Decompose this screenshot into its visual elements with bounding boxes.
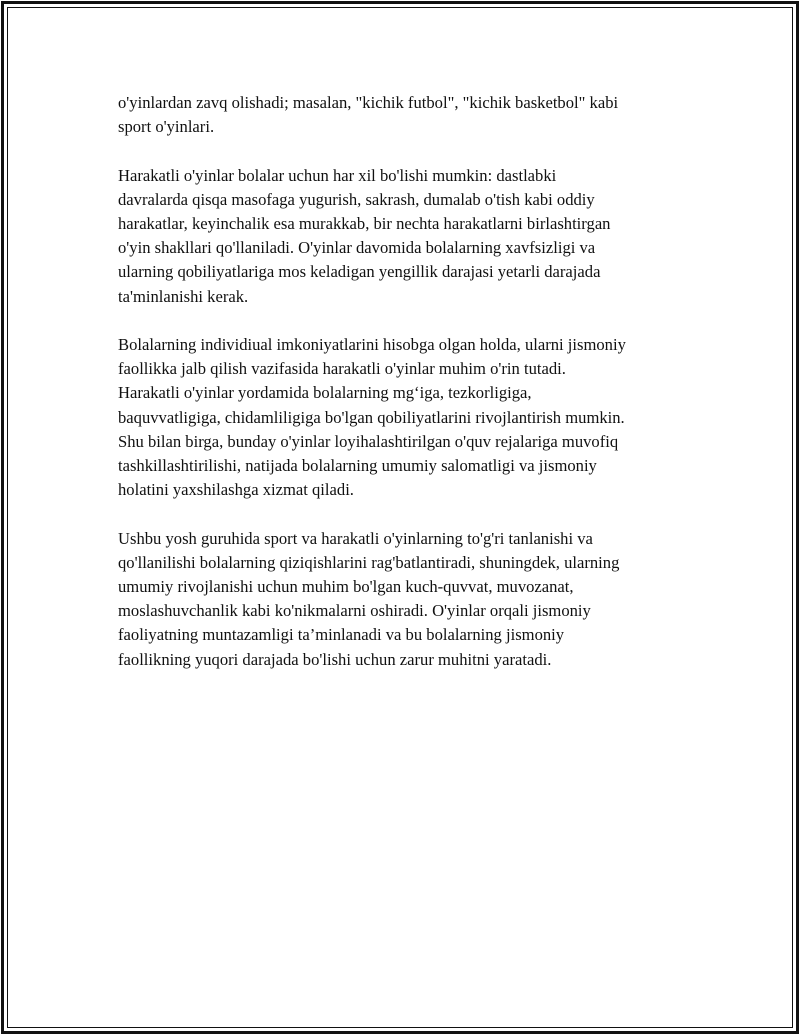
text-line: baquvvatligiga, chidamliligiga bo'lgan qobiliyatlarini rivojlantirish mumkin. bbox=[118, 407, 625, 427]
text-line: qo'llanilishi bolalarning qiziqishlarini rag'batlantiradi, shuningdek, ularning bbox=[118, 552, 620, 572]
text-line: Bolalarning individiual imkoniyatlarini hisobga olgan holda, ularni jismoniy bbox=[118, 335, 626, 354]
text-line: moslashuvchanlik kabi ko'nikmalarni oshiradi. O'yinlar orqali jismoniy bbox=[118, 601, 591, 621]
paragraph-4 bbox=[118, 527, 688, 672]
text-line: ularning qobiliyatlariga mos keladigan yengillik darajasi yetarli darajada bbox=[118, 262, 601, 282]
text-line: Harakatli o'yinlar bolalar uchun har xil bo'lishi mumkin: dastlabki bbox=[118, 165, 557, 185]
paragraph-2 bbox=[118, 164, 688, 309]
text-line: Harakatli o'yinlar yordamida bolalarning mg‘iga, tezkorligiga, bbox=[118, 383, 532, 403]
text-line: faoliyatning muntazamligi ta’minlanadi va bu bolalarning jismoniy bbox=[118, 625, 565, 645]
text-line: harakatlar, keyinchalik esa murakkab, bir nechta harakatlarni birlashtirgan bbox=[118, 214, 611, 233]
text-line: faollikning yuqori darajada bo'lishi uchun zarur muhitni yaratadi. bbox=[118, 649, 552, 669]
text-line: umumiy rivojlanishi uchun muhim bo'lgan kuch-quvvat, muvozanat, bbox=[118, 577, 574, 597]
text-line: sport o'yinlari. bbox=[118, 117, 215, 137]
text-line: o'yinlardan zavq olishadi; masalan, "kichik futbol", "kichik basketbol" kabi bbox=[118, 93, 619, 112]
paragraph-1 bbox=[118, 91, 688, 139]
text-line: davralarda qisqa masofaga yugurish, sakrash, dumalab o'tish kabi oddiy bbox=[118, 189, 595, 209]
text-line: Ushbu yosh guruhida sport va harakatli o'yinlarning to'g'ri tanlanishi va bbox=[118, 528, 593, 548]
document-body bbox=[118, 91, 688, 696]
text-line: holatini yaxshilashga xizmat qiladi. bbox=[118, 480, 354, 500]
text-line: o'yin shakllari qo'llaniladi. O'yinlar davomida bolalarning xavfsizligi va bbox=[118, 238, 596, 258]
text-line: Shu bilan birga, bunday o'yinlar loyihalashtirilgan o'quv rejalariga muvofiq bbox=[118, 431, 619, 451]
text-line: tashkillashtirilishi, natijada bolalarning umumiy salomatligi va jismoniy bbox=[118, 456, 597, 476]
text-line: faollikka jalb qilish vazifasida harakatli o'yinlar muhim o'rin tutadi. bbox=[118, 359, 566, 379]
paragraph-3 bbox=[118, 333, 688, 502]
text-line: ta'minlanishi kerak. bbox=[118, 286, 249, 306]
